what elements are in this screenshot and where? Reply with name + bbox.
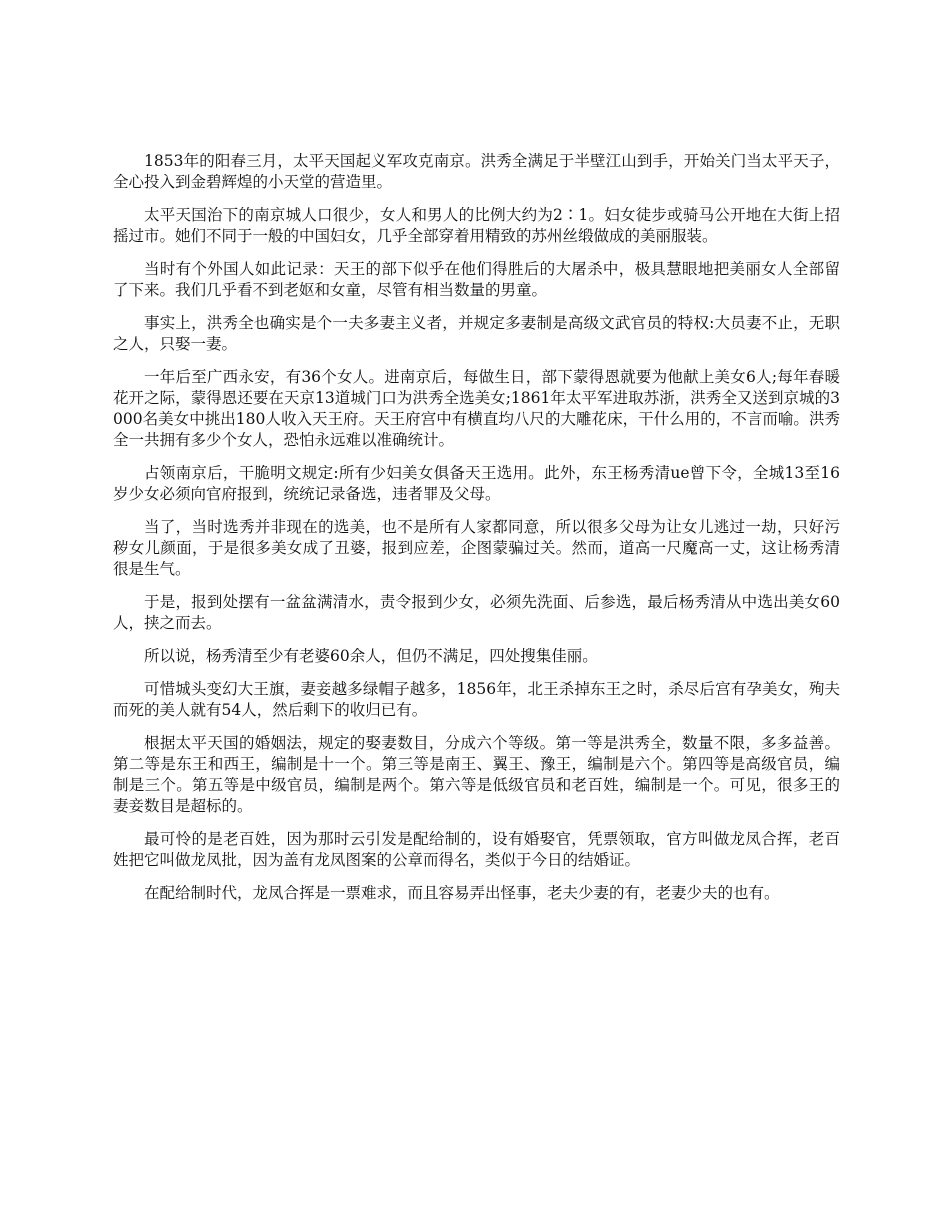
paragraph-4: 事实上，洪秀全也确实是个一夫多妻主义者，并规定多妻制是高级文武官员的特权:大员妻不止，无职之人，只娶一妻。 <box>113 314 840 353</box>
paragraph-12: 最可怜的是老百姓，因为那时云引发是配给制的，设有婚娶官，凭票领取，官方叫做龙凤合挥，老百姓把它叫做龙凤批，因为盖有龙凤图案的公章而得名，类似于今日的结婚证。 <box>113 830 840 869</box>
paragraph-8: 于是，报到处摆有一盆盆满清水，责令报到少女，必须先洗面、后参选，最后杨秀清从中选出美女60人，挟之而去。 <box>113 593 840 632</box>
paragraph-6: 占领南京后，干脆明文规定:所有少妇美女俱备天王选用。此外，东王杨秀清ue曾下令，全城13至16岁少女必须向官府报到，统统记录备选，违者罪及父母。 <box>113 464 840 503</box>
paragraph-2: 太平天国治下的南京城人口很少，女人和男人的比例大约为2∶1。妇女徒步或骑马公开地在大街上招摇过市。她们不同于一般的中国妇女，几乎全部穿着用精致的苏州丝缎做成的美丽服装。 <box>113 206 840 245</box>
document-body <box>113 151 840 916</box>
paragraph-7: 当了，当时选秀并非现在的选美，也不是所有人家都同意，所以很多父母为让女儿逃过一劫，只好污秽女儿颜面，于是很多美女成了丑婆，报到应差，企图蒙骗过关。然而，道高一尺魔高一丈，这让杨秀清很是生气。 <box>113 518 840 578</box>
paragraph-13: 在配给制时代，龙凤合挥是一票难求，而且容易弄出怪事，老夫少妻的有，老妻少夫的也有。 <box>144 884 780 902</box>
paragraph-5: 一年后至广西永安，有36个女人。进南京后，每做生日，部下蒙得恩就要为他献上美女6人;每年春暖花开之际，蒙得恩还要在天京13道城门口为洪秀全选美女;1861年太平军进取苏浙，洪秀全又送到京城的3000名美女中挑出180人收入天王府。天王府宫中有横直均八尺的大雕花床，干什么用的，不言而喻。洪秀全一共拥有多少个女人，恐怕永远难以准确统计。 <box>113 368 840 449</box>
paragraph-11: 根据太平天国的婚姻法，规定的娶妻数目，分成六个等级。第一等是洪秀全，数量不限，多多益善。第二等是东王和西王，编制是十一个。第三等是南王、翼王、豫王，编制是六个。第四等是高级官员，编制是三个。第五等是中级官员，编制是两个。第六等是低级官员和老百姓，编制是一个。可见，很多王的妻妾数目是超标的。 <box>113 734 840 815</box>
paragraph-1: 1853年的阳春三月，太平天国起义军攻克南京。洪秀全满足于半壁江山到手，开始关门当太平天子，全心投入到金碧辉煌的小天堂的营造里。 <box>113 152 840 191</box>
paragraph-3: 当时有个外国人如此记录：天王的部下似乎在他们得胜后的大屠杀中，极具慧眼地把美丽女人全部留了下来。我们几乎看不到老妪和女童，尽管有相当数量的男童。 <box>113 260 840 299</box>
paragraph-10: 可惜城头变幻大王旗，妻妾越多绿帽子越多，1856年，北王杀掉东王之时，杀尽后宫有孕美女，殉夫而死的美人就有54人，然后剩下的收归已有。 <box>113 680 840 719</box>
paragraph-9: 所以说，杨秀清至少有老婆60余人，但仍不满足，四处搜集佳丽。 <box>144 647 598 665</box>
